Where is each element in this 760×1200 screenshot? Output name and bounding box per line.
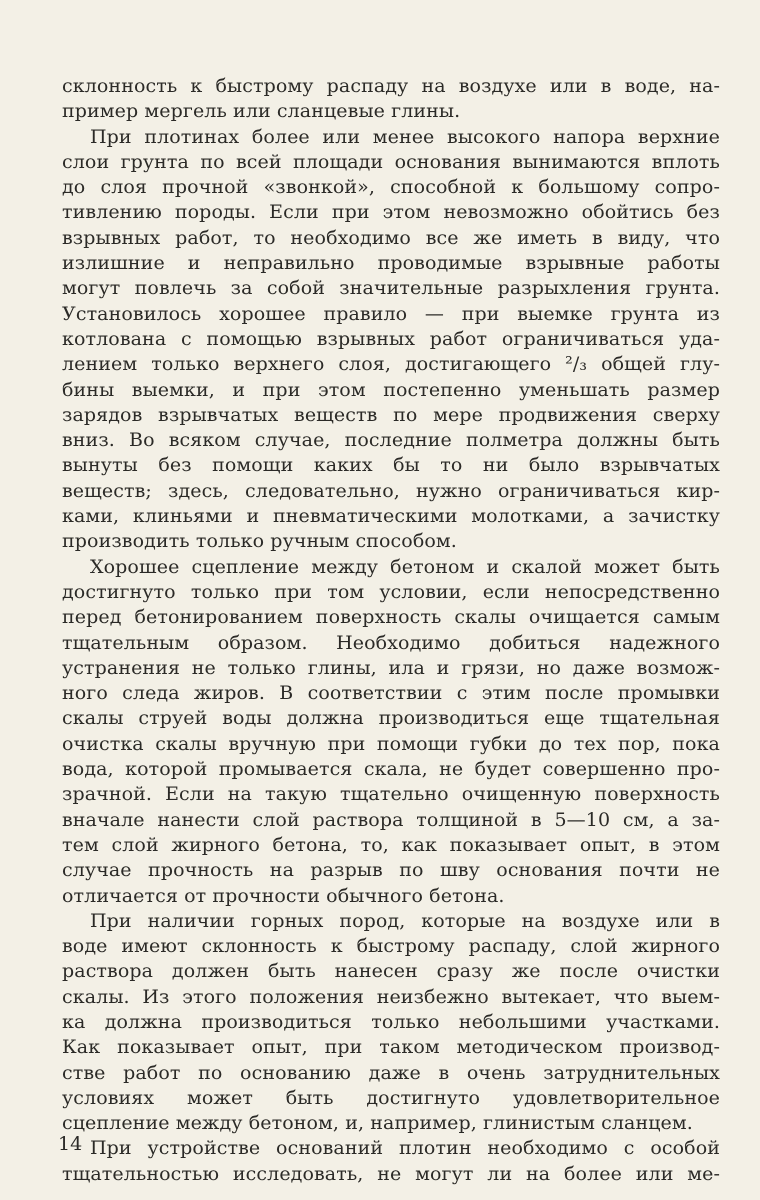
text-line: очистка скалы вручную при помощи губки до тех пор, пока — [62, 732, 720, 755]
text-line: взрывных работ, то необходимо все же иметь в виду, что — [62, 226, 720, 249]
paragraph-start-line: При наличии горных пород, которые на воздухе или в — [90, 909, 720, 932]
text-line: до слоя прочной «звонкой», способной к большому сопро- — [62, 176, 720, 199]
paragraph-start-line: При плотинах более или менее высокого напора верхние — [90, 125, 720, 148]
text-line: тем слой жирного бетона, то, как показывает опыт, в этом — [62, 833, 720, 856]
text-line: Как показывает опыт, при таком методическом производ- — [62, 1036, 720, 1059]
text-line: вынуты без помощи каких бы то ни было взрывчатых — [62, 454, 720, 477]
paragraph-start-line: При устройстве оснований плотин необходимо с особой — [90, 1137, 720, 1160]
text-line: вниз. Во всяком случае, последние полметра должны быть — [62, 429, 720, 452]
text-line: тщательным образом. Необходимо добиться надежного — [62, 631, 720, 654]
text-line: котлована с помощью взрывных работ ограничиваться уда- — [62, 327, 720, 350]
text-line: стве работ по основанию даже в очень затруднительных — [62, 1061, 720, 1084]
text-line: случае прочность на разрыв по шву основания почти не — [62, 859, 720, 882]
text-line: вначале нанести слой раствора толщиной в 5—10 см, а за- — [62, 808, 720, 831]
text-line: ками, клиньями и пневматическими молотками, а зачистку — [62, 505, 720, 528]
text-line: сцепление между бетоном, и, например, глинистым сланцем. — [62, 1112, 693, 1135]
page-number: 14 — [58, 1133, 83, 1155]
text-line: производить только ручным способом. — [62, 530, 457, 553]
text-line: лением только верхнего слоя, достигающего ²/₃ общей глу- — [62, 353, 720, 376]
text-line: тивлению породы. Если при этом невозможно обойтись без — [62, 201, 720, 224]
text-line: склонность к быстрому распаду на воздухе или в воде, на- — [62, 75, 720, 97]
text-line: слои грунта по всей площади основания вынимаются вплоть — [62, 150, 720, 173]
text-line: скалы. Из этого положения неизбежно вытекает, что выем- — [62, 985, 720, 1008]
text-line: бины выемки, и при этом постепенно уменьшать размер — [62, 378, 720, 401]
text-line: условиях может быть достигнуто удовлетворительное — [62, 1086, 720, 1109]
text-line: зарядов взрывчатых веществ по мере продвижения сверху — [62, 403, 720, 426]
text-line: излишние и неправильно проводимые взрывные работы — [62, 252, 720, 275]
text-line: могут повлечь за собой значительные разрыхления грунта. — [62, 277, 720, 300]
text-line: отличается от прочности обычного бетона. — [62, 884, 505, 907]
text-line: веществ; здесь, следовательно, нужно ограничиваться кир- — [62, 479, 720, 502]
text-line: скалы струей воды должна производиться еще тщательная — [62, 707, 720, 730]
text-line: ка должна производиться только небольшими участками. — [62, 1010, 720, 1033]
text-line: перед бетонированием поверхность скалы очищается самым — [62, 606, 720, 629]
text-line: пример мергель или сланцевые глины. — [62, 100, 461, 123]
text-line: раствора должен быть нанесен сразу же после очистки — [62, 960, 720, 983]
text-line: достигнуто только при том условии, если непосредственно — [62, 580, 720, 603]
body-text — [62, 74, 720, 1187]
text-line: тщательностью исследовать, не могут ли на более или ме- — [62, 1162, 720, 1185]
text-line: зрачной. Если на такую тщательно очищенную поверхность — [62, 783, 720, 806]
text-line: устранения не только глины, ила и грязи, но даже возмож- — [62, 656, 720, 679]
text-line: Установилось хорошее правило — при выемке грунта из — [62, 302, 720, 325]
text-line: вода, которой промывается скала, не будет совершенно про- — [62, 758, 720, 781]
paragraph-start-line: Хорошее сцепление между бетоном и скалой может быть — [90, 555, 720, 578]
text-line: воде имеют склонность к быстрому распаду, слой жирного — [62, 935, 720, 958]
text-line: ного следа жиров. В соответствии с этим после промывки — [62, 682, 720, 705]
